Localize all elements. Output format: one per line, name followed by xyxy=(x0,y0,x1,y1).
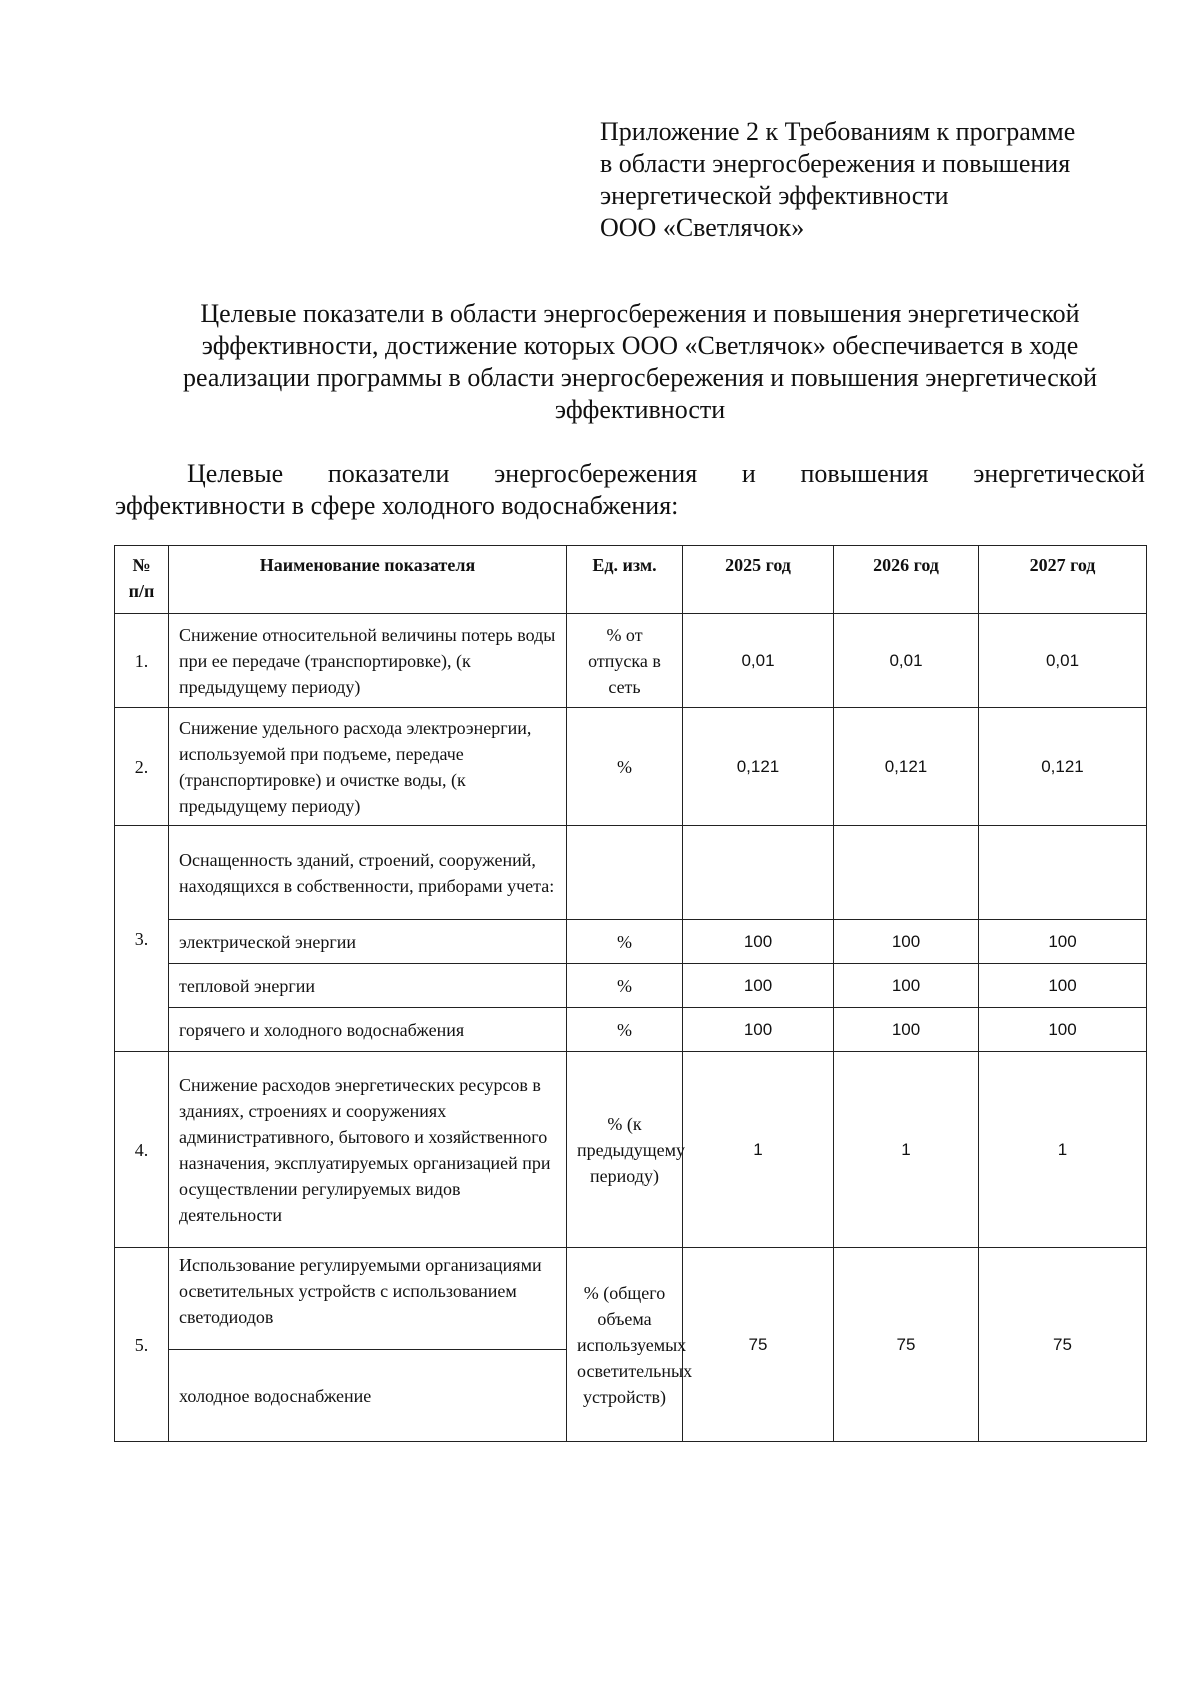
subtitle-word: повышения xyxy=(800,459,929,488)
table-row xyxy=(115,826,1147,920)
value-2025: 0,01 xyxy=(683,614,834,708)
value-2025: 100 xyxy=(683,920,834,964)
table-row xyxy=(115,614,1147,708)
indicator-name: Снижение относительной величины потерь воды при ее передаче (транспортировке), (к предыдущему периоду) xyxy=(169,614,567,708)
subtitle-line-1 xyxy=(115,458,1145,490)
subtitle-word: энергосбережения xyxy=(494,459,698,488)
appendix-line: энергетической эффективности xyxy=(600,181,949,210)
unit-cell: % (общего объема используемых осветительных устройств) xyxy=(567,1248,683,1442)
value-2026: 0,01 xyxy=(834,614,979,708)
value-2027: 1 xyxy=(979,1052,1147,1248)
header-2025: 2025 год xyxy=(683,546,834,614)
indicator-name: Снижение удельного расхода электроэнергии, используемой при подъеме, передаче (транспортировке) и очистке воды, (к предыдущему периоду) xyxy=(169,708,567,826)
value-2027: 0,121 xyxy=(979,708,1147,826)
unit-cell: % xyxy=(567,964,683,1008)
document-title xyxy=(120,298,1160,426)
indicator-name: Использование регулируемыми организациями осветительных устройств с использованием светодиодов xyxy=(169,1248,567,1350)
indicator-subname: электрической энергии xyxy=(169,920,567,964)
appendix-line: ООО «Светлячок» xyxy=(600,213,805,242)
value-2026: 100 xyxy=(834,964,979,1008)
indicator-subname: горячего и холодного водоснабжения xyxy=(169,1008,567,1052)
subtitle-word: энергетической xyxy=(973,459,1145,488)
value-2025: 100 xyxy=(683,964,834,1008)
value-2026: 1 xyxy=(834,1052,979,1248)
value-2026: 100 xyxy=(834,1008,979,1052)
header-name: Наименование показателя xyxy=(169,546,567,614)
subtitle-word: и xyxy=(741,459,756,488)
indicator-name: Снижение расходов энергетических ресурсов в зданиях, строениях и сооружениях административного, бытового и хозяйственного назначения, эксплуатируемых организацией при осуществлении регулируемых видов деятельности xyxy=(169,1052,567,1248)
unit-cell: % от отпуска в сеть xyxy=(567,614,683,708)
row-number: 4. xyxy=(115,1052,169,1248)
unit-cell: % xyxy=(567,920,683,964)
appendix-line: Приложение 2 к Требованиям к программе xyxy=(600,117,1076,146)
value-2026: 75 xyxy=(834,1248,979,1442)
row-number: 2. xyxy=(115,708,169,826)
table-row xyxy=(115,1248,1147,1350)
table-row xyxy=(115,708,1147,826)
header-num: № п/п xyxy=(115,546,169,614)
table-subrow xyxy=(115,964,1147,1008)
subtitle-word: показатели xyxy=(327,459,450,488)
value-2027 xyxy=(979,826,1147,920)
value-2026: 0,121 xyxy=(834,708,979,826)
title-line: эффективности, достижение которых ООО «Светлячок» обеспечивается в ходе xyxy=(201,331,1079,360)
value-2025: 1 xyxy=(683,1052,834,1248)
appendix-line: в области энергосбережения и повышения xyxy=(600,149,1071,178)
title-line: Целевые показатели в области энергосбережения и повышения энергетической xyxy=(200,299,1080,328)
table-subrow xyxy=(115,1008,1147,1052)
value-2027: 100 xyxy=(979,920,1147,964)
table-subrow xyxy=(115,920,1147,964)
table-row xyxy=(115,1052,1147,1248)
header-unit: Ед. изм. xyxy=(567,546,683,614)
row-number: 5. xyxy=(115,1248,169,1442)
value-2025: 75 xyxy=(683,1248,834,1442)
indicators-table xyxy=(114,545,1147,1442)
value-2025: 0,121 xyxy=(683,708,834,826)
unit-cell: % xyxy=(567,708,683,826)
title-line: реализации программы в области энергосбережения и повышения энергетической xyxy=(183,363,1097,392)
value-2027: 100 xyxy=(979,1008,1147,1052)
unit-cell xyxy=(567,826,683,920)
row-number: 1. xyxy=(115,614,169,708)
value-2026 xyxy=(834,826,979,920)
value-2027: 100 xyxy=(979,964,1147,1008)
row-number: 3. xyxy=(115,826,169,1052)
value-2025 xyxy=(683,826,834,920)
header-2026: 2026 год xyxy=(834,546,979,614)
unit-cell: % (к предыдущему периоду) xyxy=(567,1052,683,1248)
section-subtitle xyxy=(115,458,1145,522)
value-2025: 100 xyxy=(683,1008,834,1052)
value-2027: 0,01 xyxy=(979,614,1147,708)
indicator-name: Оснащенность зданий, строений, сооружений, находящихся в собственности, приборами учета: xyxy=(169,826,567,920)
indicator-subname: тепловой энергии xyxy=(169,964,567,1008)
indicator-subname: холодное водоснабжение xyxy=(169,1350,567,1442)
title-line: эффективности xyxy=(554,395,726,424)
unit-cell: % xyxy=(567,1008,683,1052)
appendix-header xyxy=(600,116,1160,244)
table-header-row xyxy=(115,546,1147,614)
subtitle-line-2: эффективности в сфере холодного водоснабжения: xyxy=(115,491,679,520)
header-2027: 2027 год xyxy=(979,546,1147,614)
value-2026: 100 xyxy=(834,920,979,964)
subtitle-word: Целевые xyxy=(187,459,284,488)
value-2027: 75 xyxy=(979,1248,1147,1442)
